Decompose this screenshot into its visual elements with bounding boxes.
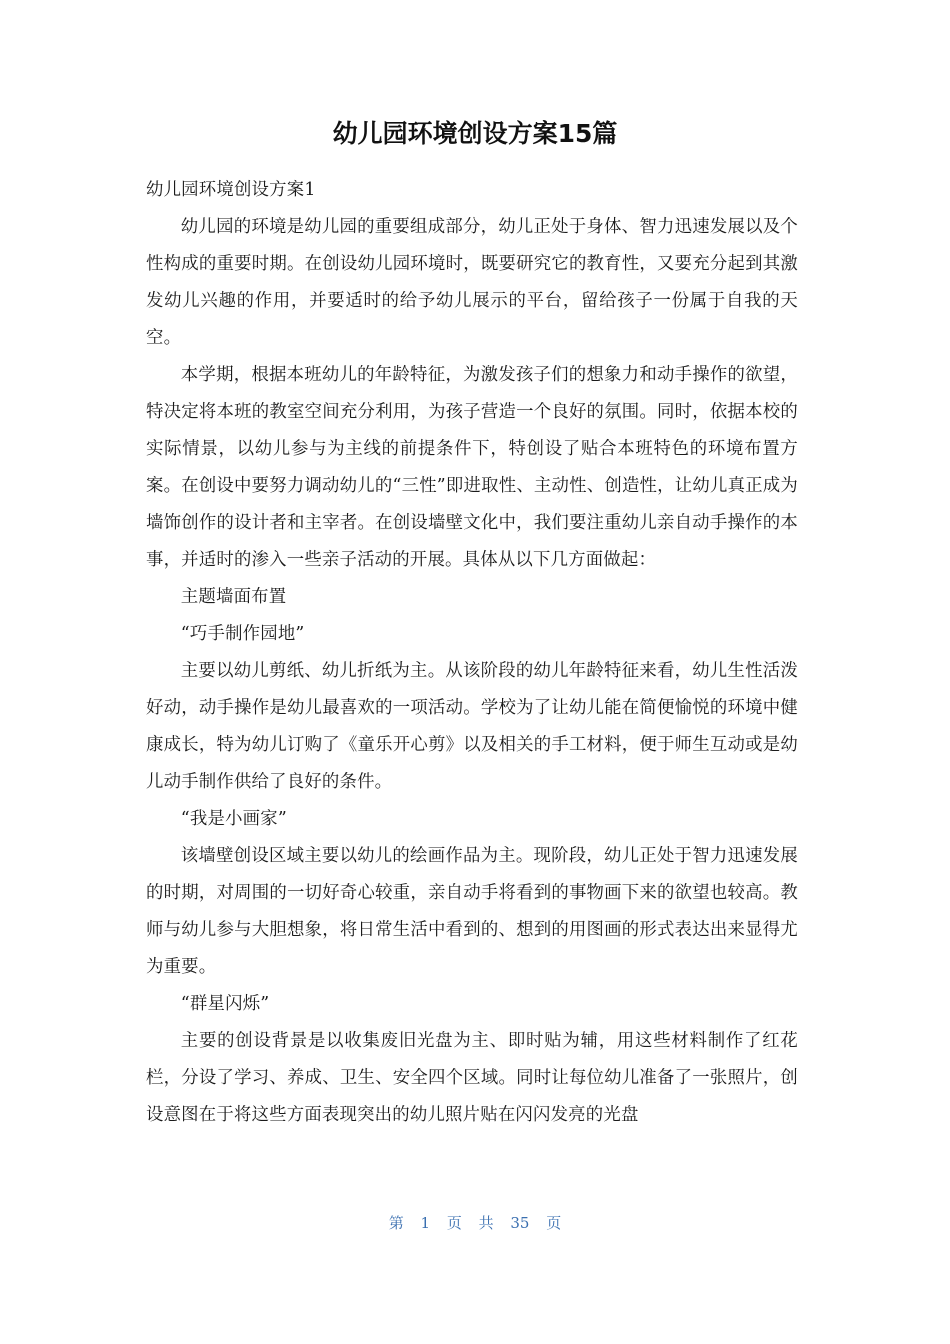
- paragraph: 主要以幼儿剪纸、幼儿折纸为主。从该阶段的幼儿年龄特征来看，幼儿生性活泼好动，动手操作是幼儿最喜欢的一项活动。学校为了让幼儿能在简便愉悦的环境中健康成长，特为幼儿订购了《童乐开心剪》以及相关的手工材料，便于师生互动或是幼儿动手制作供给了良好的条件。: [146, 661, 798, 792]
- document-title: 幼儿园环境创设方案15篇: [332, 119, 618, 148]
- paragraph: 该墙壁创设区域主要以幼儿的绘画作品为主。现阶段，幼儿正处于智力迅速发展的时期，对周围的一切好奇心较重，亲自动手将看到的事物画下来的欲望也较高。教师与幼儿参与大胆想象，将日常生活中看到的、想到的用图画的形式表达出来显得尤为重要。: [146, 846, 798, 977]
- page-number: 第 1 页 共 35 页: [388, 1214, 562, 1232]
- paragraph: 幼儿园的环境是幼儿园的重要组成部分，幼儿正处于身体、智力迅速发展以及个性构成的重要时期。在创设幼儿园环境时，既要研究它的教育性，又要充分起到其激发幼儿兴趣的作用，并要适时的给予幼儿展示的平台，留给孩子一份属于自我的天空。: [146, 217, 798, 348]
- subheading-shining-stars: “群星闪烁”: [180, 994, 270, 1014]
- subheading-wall-layout: 主题墙面布置: [180, 587, 287, 607]
- subheading-handcraft-corner: “巧手制作园地”: [180, 624, 305, 644]
- section-heading: 幼儿园环境创设方案1: [146, 180, 316, 200]
- document-body: [146, 172, 798, 1134]
- paragraph: 主要的创设背景是以收集废旧光盘为主、即时贴为辅，用这些材料制作了红花栏，分设了学习、养成、卫生、安全四个区域。同时让每位幼儿准备了一张照片，创设意图在于将这些方面表现突出的幼儿照片贴在闪闪发亮的光盘: [146, 1031, 798, 1125]
- paragraph: 本学期，根据本班幼儿的年龄特征，为激发孩子们的想象力和动手操作的欲望，特决定将本班的教室空间充分利用，为孩子营造一个良好的氛围。同时，依据本校的实际情景，以幼儿参与为主线的前提条件下，特创设了贴合本班特色的环境布置方案。在创设中要努力调动幼儿的“三性”即进取性、主动性、创造性，让幼儿真正成为墙饰创作的设计者和主宰者。在创设墙壁文化中，我们要注重幼儿亲自动手操作的本事，并适时的渗入一些亲子活动的开展。具体从以下几方面做起：: [146, 365, 798, 570]
- subheading-little-painter: “我是小画家”: [180, 809, 287, 829]
